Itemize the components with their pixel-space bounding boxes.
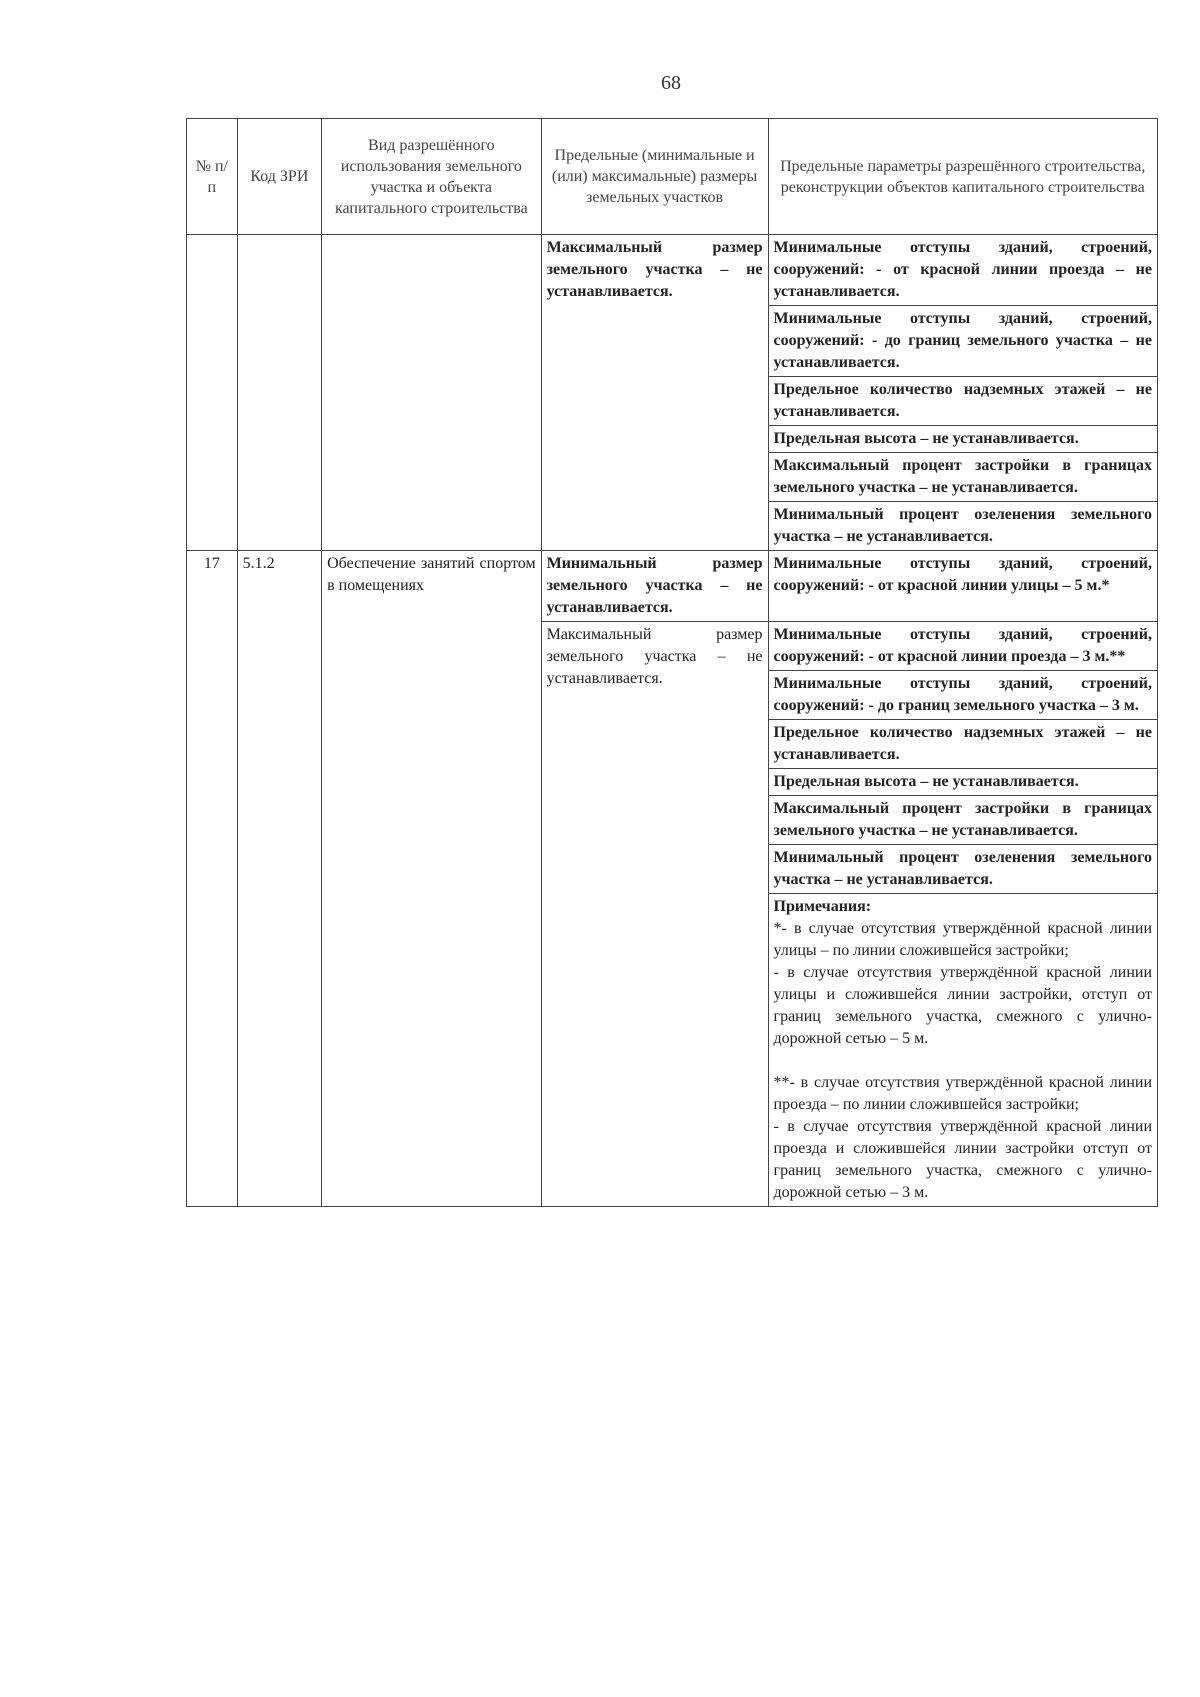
param-cell: Минимальные отступы зданий, строений, сооружений: - от красной линии проезда – не устанавливается.: [768, 235, 1158, 306]
notes-cell: [768, 894, 1158, 1207]
cell-max-size: Максимальный размер земельного участка – не устанавливается.: [541, 622, 768, 1207]
param-cell: Предельное количество надземных этажей – не устанавливается.: [768, 720, 1158, 769]
cell-empty-use: [322, 235, 542, 551]
header-sizes: Предельные (минимальные и (или) максимальные) размеры земельных участков: [541, 119, 768, 235]
cell-empty-code: [237, 235, 321, 551]
note-text: - в случае отсутствия утверждённой красной линии улицы и сложившейся линии застройки, отступ от границ земельного участка, смежного с улично-дорожной сетью – 5 м.: [773, 964, 1152, 1047]
table-row: [187, 551, 1158, 622]
param-cell: Минимальные отступы зданий, строений, сооружений: - до границ земельного участка – не устанавливается.: [768, 306, 1158, 377]
param-cell: Минимальный процент озеленения земельного участка – не устанавливается.: [768, 502, 1158, 551]
cell-empty-num: [187, 235, 238, 551]
header-params: Предельные параметры разрешённого строительства, реконструкции объектов капитального строительства: [768, 119, 1158, 235]
param-cell: Минимальные отступы зданий, строений, сооружений: - от красной линии улицы – 5 м.*: [768, 551, 1158, 622]
note-text: *- в случае отсутствия утверждённой красной линии улицы – по линии сложившейся застройки;: [773, 920, 1152, 959]
cell-code: 5.1.2: [237, 551, 321, 1207]
param-cell: Минимальный процент озеленения земельного участка – не устанавливается.: [768, 845, 1158, 894]
cell-num: 17: [187, 551, 238, 1207]
header-use: Вид разрешённого использования земельного участка и объекта капитального строительства: [322, 119, 542, 235]
param-cell: Предельная высота – не устанавливается.: [768, 426, 1158, 453]
page-number: 68: [661, 72, 681, 94]
param-cell: Предельное количество надземных этажей – не устанавливается.: [768, 377, 1158, 426]
cell-min-size: Минимальный размер земельного участка – не устанавливается.: [541, 551, 768, 622]
param-cell: Максимальный процент застройки в границах земельного участка – не устанавливается.: [768, 453, 1158, 502]
regulations-table: [186, 118, 1158, 1207]
param-cell: Минимальные отступы зданий, строений, сооружений: - до границ земельного участка – 3 м.: [768, 671, 1158, 720]
param-cell: Минимальные отступы зданий, строений, сооружений: - от красной линии проезда – 3 м.**: [768, 622, 1158, 671]
note-text: - в случае отсутствия утверждённой красной линии проезда и сложившейся линии застройки отступ от границ земельного участка, смежного с улично-дорожной сетью – 3 м.: [773, 1118, 1152, 1201]
param-cell: Предельная высота – не устанавливается.: [768, 769, 1158, 796]
table-row: [187, 235, 1158, 306]
header-num: № п/п: [187, 119, 238, 235]
param-cell: Максимальный процент застройки в границах земельного участка – не устанавливается.: [768, 796, 1158, 845]
table-header-row: [187, 119, 1158, 235]
header-code: Код ЗРИ: [237, 119, 321, 235]
notes-title: Примечания:: [773, 898, 872, 915]
note-text: **- в случае отсутствия утверждённой красной линии проезда – по линии сложившейся застройки;: [773, 1074, 1152, 1113]
cell-use: Обеспечение занятий спортом в помещениях: [322, 551, 542, 1207]
cell-max-size: Максимальный размер земельного участка – не устанавливается.: [541, 235, 768, 551]
